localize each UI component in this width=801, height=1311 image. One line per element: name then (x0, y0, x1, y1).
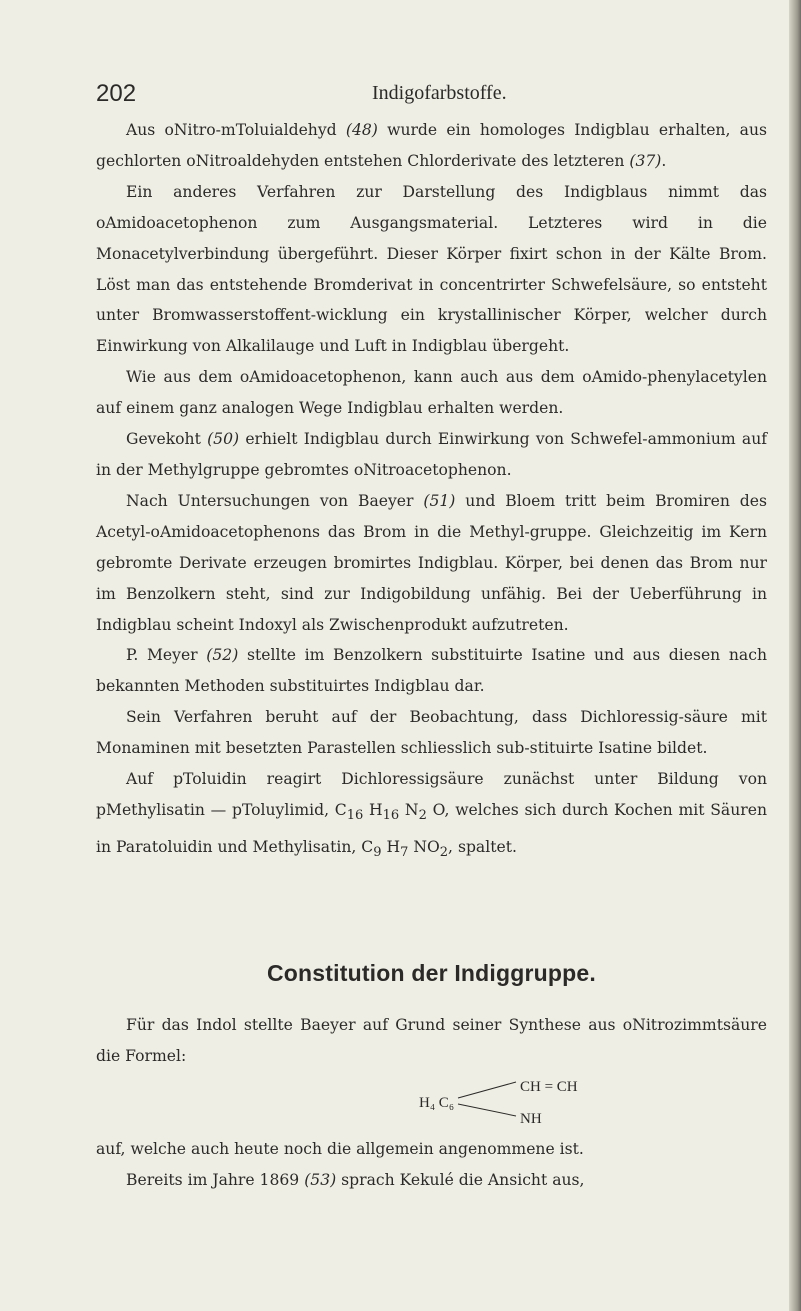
subscript: 2 (439, 845, 449, 861)
reference-number: (48) (345, 121, 378, 139)
paragraph: Wie aus dem oAmidoacetophenon, kann auch aus dem oAmido-phenylacetylen auf einem ganz analogen Wege Indigblau erhalten werden. (96, 368, 767, 418)
formula-left: H₄ C₆ (419, 1094, 455, 1111)
subscript: 9 (373, 845, 382, 861)
subscript: 16 (346, 808, 364, 824)
body-text (96, 115, 767, 869)
text-span: H (363, 800, 383, 819)
text-span: NO (408, 837, 440, 856)
formula-top: CH = CH (520, 1078, 578, 1095)
paragraph: Sein Verfahren beruht auf der Beobachtung, dass Dichloressig-säure mit Monaminen mit besetzten Parastellen schliesslich sub-stituirte Isatine bildet. (96, 708, 767, 758)
section-heading: Constitution der Indiggruppe. (266, 960, 597, 986)
page-header (96, 80, 767, 120)
text-span: sprach Kekulé die Ansicht aus, (336, 1170, 585, 1189)
text-span: wurde ein homologes Indigblau erhalten, aus gechlorten oNitroaldehyden entstehen Chlorderivate des letzteren (96, 121, 767, 170)
subscript: 7 (400, 845, 409, 861)
paragraph: auf, welche auch heute noch die allgemein angenommene ist. (96, 1139, 584, 1158)
paragraph (96, 115, 767, 177)
indole-formula (96, 1072, 767, 1134)
reference-number: (52) (206, 646, 239, 665)
text-span: und Bloem tritt beim Bromiren des Acetyl-oAmidoacetophenons das Brom in die Methyl-gruppe. Gleichzeitig im Kern gebromte Derivate erzeugen bromirtes Indigblau. Körper, bei denen das Brom nur im Benzolkern steht, sind zur Indigobildung unfähig. Bei der Ueberführung in Indigblau scheint Indoxyl als Zwischenprodukt aufzutreten. (96, 491, 767, 634)
text-span: . (661, 151, 667, 170)
text-span: Bereits im Jahre 1869 (126, 1170, 305, 1189)
paragraph (96, 486, 767, 641)
text-span: Nach Untersuchungen von Baeyer (126, 491, 424, 510)
text-span: stellte im Benzolkern substituirte Isatine und aus diesen nach bekannten Methoden substituirtes Indigblau dar. (96, 646, 767, 696)
paragraph (96, 424, 767, 486)
page-number: 202 (96, 80, 137, 107)
text-span: , spaltet. (448, 837, 517, 856)
subscript: 2 (418, 808, 427, 824)
text-span: Auf pToluidin reagirt Dichloressigsäure zunächst unter Bildung von pMethylisatin — pToluylimid, C (96, 770, 767, 819)
reference-number: (37) (629, 151, 662, 170)
text-span: H (381, 837, 401, 856)
formula-bottom: NH (520, 1110, 542, 1127)
paragraph (96, 764, 767, 869)
paragraph (96, 640, 767, 702)
text-span: Gevekoht (126, 430, 208, 449)
paragraph (96, 1165, 767, 1196)
book-edge (789, 0, 801, 1311)
text-span: O, welches sich durch Kochen mit Säuren in Paratoluidin und Methylisatin, C (96, 800, 767, 856)
subscript: 16 (382, 808, 400, 824)
paragraph: Für das Indol stellte Baeyer auf Grund seiner Synthese aus oNitrozimmtsäure die Formel: (96, 1016, 767, 1065)
reference-number: (51) (423, 491, 456, 510)
formula-bonds (456, 1076, 520, 1124)
paragraph: Ein anderes Verfahren zur Darstellung des Indigblaus nimmt das oAmidoacetophenon zum Ausgangsmaterial. Letzteres wird in die Monacetylverbindung übergeführt. Dieser Körper fixirt schon in der Kälte Brom. Löst man das entstehende Bromderivat in concentrirter Schwefelsäure, so entsteht unter Bromwasserstoffent-wicklung ein krystallinischer Körper, welcher durch Einwirkung von Alkalilauge und Luft in Indigblau übergeht. (96, 182, 767, 356)
text-span: N (399, 800, 419, 819)
section-body-text (96, 1010, 767, 1196)
reference-number: (53) (304, 1170, 337, 1189)
text-span: P. Meyer (126, 646, 207, 665)
reference-number: (50) (207, 430, 240, 449)
text-span: Aus oNitro-mToluialdehyd (126, 121, 346, 139)
text-span: erhielt Indigblau durch Einwirkung von Schwefel-ammonium auf in der Methylgruppe gebromtes oNitroacetophenon. (96, 430, 768, 479)
running-title: Indigofarbstoffe. (372, 82, 507, 104)
